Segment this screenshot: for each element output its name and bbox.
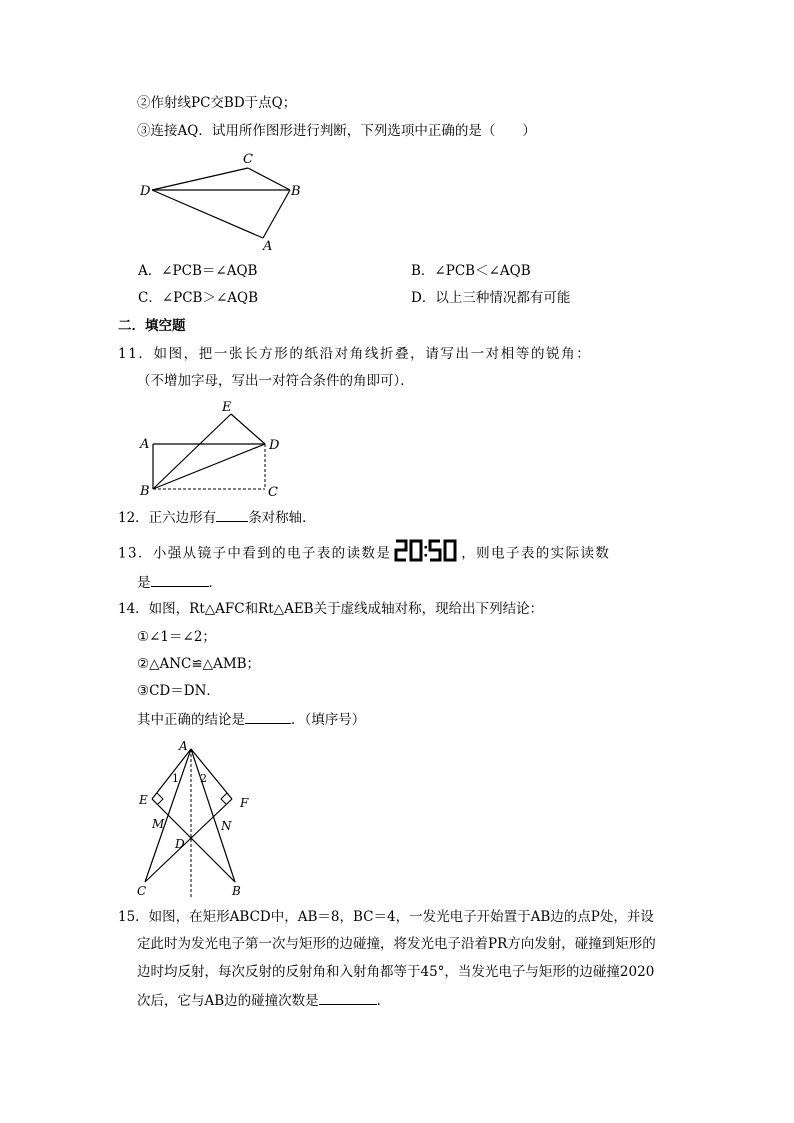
q14-seg-eb (152, 799, 235, 882)
q13-clock-digits (393, 538, 459, 564)
q14-label-c: C (137, 884, 147, 898)
q11-figure (138, 398, 288, 500)
q10-option-c: C．∠PCB＞∠AQB (138, 290, 259, 306)
q14-label-1: 1 (172, 772, 179, 785)
q10-seg-dc (152, 168, 248, 190)
q13-text-before: 13．小强从镜子中看到的电子表的读数是 (118, 545, 392, 562)
q10-seg-cb (248, 168, 290, 190)
q13-answer-blank[interactable] (151, 572, 209, 587)
q14-label-f: F (240, 796, 249, 810)
q10-label-d: D (140, 184, 151, 199)
q14-figure (135, 737, 260, 902)
q11-seg-bd (153, 444, 265, 489)
q14-right-angle-f (221, 793, 227, 804)
q14-seg-af (191, 749, 232, 799)
q14-label-n: N (221, 819, 232, 833)
q10-step3: ③连接AQ．试用所作图形进行判断，下列选项中正确的是（ ） (137, 123, 536, 139)
q11-label-c: C (268, 485, 278, 500)
q14-label-a: A (179, 739, 188, 753)
section-title: 二．填空题 (118, 318, 186, 334)
q14-conclusion-3: ③CD＝DN． (137, 683, 220, 699)
q14-label-b: B (232, 884, 241, 898)
q10-figure (138, 150, 308, 255)
q14-right-angle-e (157, 793, 163, 804)
q13-line2 (137, 572, 222, 593)
q11-label-a: A (140, 437, 150, 452)
q10-label-a: A (263, 239, 273, 254)
q14-answer-blank[interactable] (245, 709, 291, 724)
q10-seg-ab (263, 190, 290, 238)
q14-ask-after: ．（填序号） (291, 712, 366, 728)
q10-step2: ②作射线PC交BD于点Q； (137, 95, 297, 111)
q14-ask-before: 其中正确的结论是 (137, 712, 245, 728)
q14-label-d: D (175, 837, 185, 851)
q10-option-d: D．以上三种情况都有可能 (411, 290, 571, 306)
q15-line1: 15．如图，在矩形ABCD中，AB＝8，BC＝4，一发光电子开始置于AB边的点P处，并设 (118, 909, 654, 925)
q15-line3: 边时均反射，每次反射的反射角和入射角都等于45°，当发光电子与矩形的边碰撞2020 (137, 964, 655, 980)
q14-label-m: M (152, 817, 165, 831)
q12 (118, 507, 316, 528)
q13-line1 (118, 538, 610, 570)
q13-text-line2a: 是 (137, 575, 151, 591)
q11-seg-ed (231, 414, 265, 444)
q14-conclusion-2: ②△ANC≌△AMB； (137, 656, 261, 672)
q10-label-b: B (291, 184, 301, 199)
q14-label-2: 2 (200, 772, 207, 785)
q15-line2: 定此时为发光电子第一次与矩形的边碰撞，将发光电子沿着PR方向发射，碰撞到矩形的 (137, 936, 656, 952)
q15-line4 (137, 990, 390, 1011)
q11-label-b: B (140, 484, 150, 499)
q12-text-after: 条对称轴． (248, 510, 316, 526)
q11-line2: （不增加字母，写出一对符合条件的角即可）． (137, 373, 414, 389)
q14-label-e: E (139, 793, 148, 807)
q13-text-after: ，则电子表的实际读数 (461, 545, 611, 562)
q11-label-d: D (269, 438, 280, 453)
q12-answer-blank[interactable] (216, 507, 248, 522)
q11-line1: 11．如图，把一张长方形的纸沿对角线折叠，请写出一对相等的锐角： (118, 346, 592, 362)
q15-text-before: 次后，它与AB边的碰撞次数是 (137, 993, 319, 1009)
q13-text-line2b: ． (208, 575, 222, 591)
q14-seg-fc (145, 799, 232, 882)
q15-answer-blank[interactable] (319, 990, 377, 1005)
q15-text-after: ． (376, 993, 391, 1009)
q14-conclusion-1: ①∠1＝∠2； (137, 629, 216, 645)
q12-text-before: 12．正六边形有 (118, 510, 217, 526)
q14-seg-ab (191, 749, 235, 882)
q13-digital-clock (391, 538, 461, 570)
q10-option-a: A．∠PCB＝∠AQB (138, 263, 258, 279)
q10-seg-da (152, 190, 263, 238)
q10-option-b: B．∠PCB＜∠AQB (411, 263, 531, 279)
q11-label-e: E (222, 400, 232, 415)
q14-ask (137, 709, 365, 730)
q11-seg-be (153, 414, 231, 489)
q14-line1: 14．如图，Rt△AFC和Rt△AEB关于虚线成轴对称，现给出下列结论： (118, 601, 544, 617)
q10-label-c: C (243, 152, 253, 167)
